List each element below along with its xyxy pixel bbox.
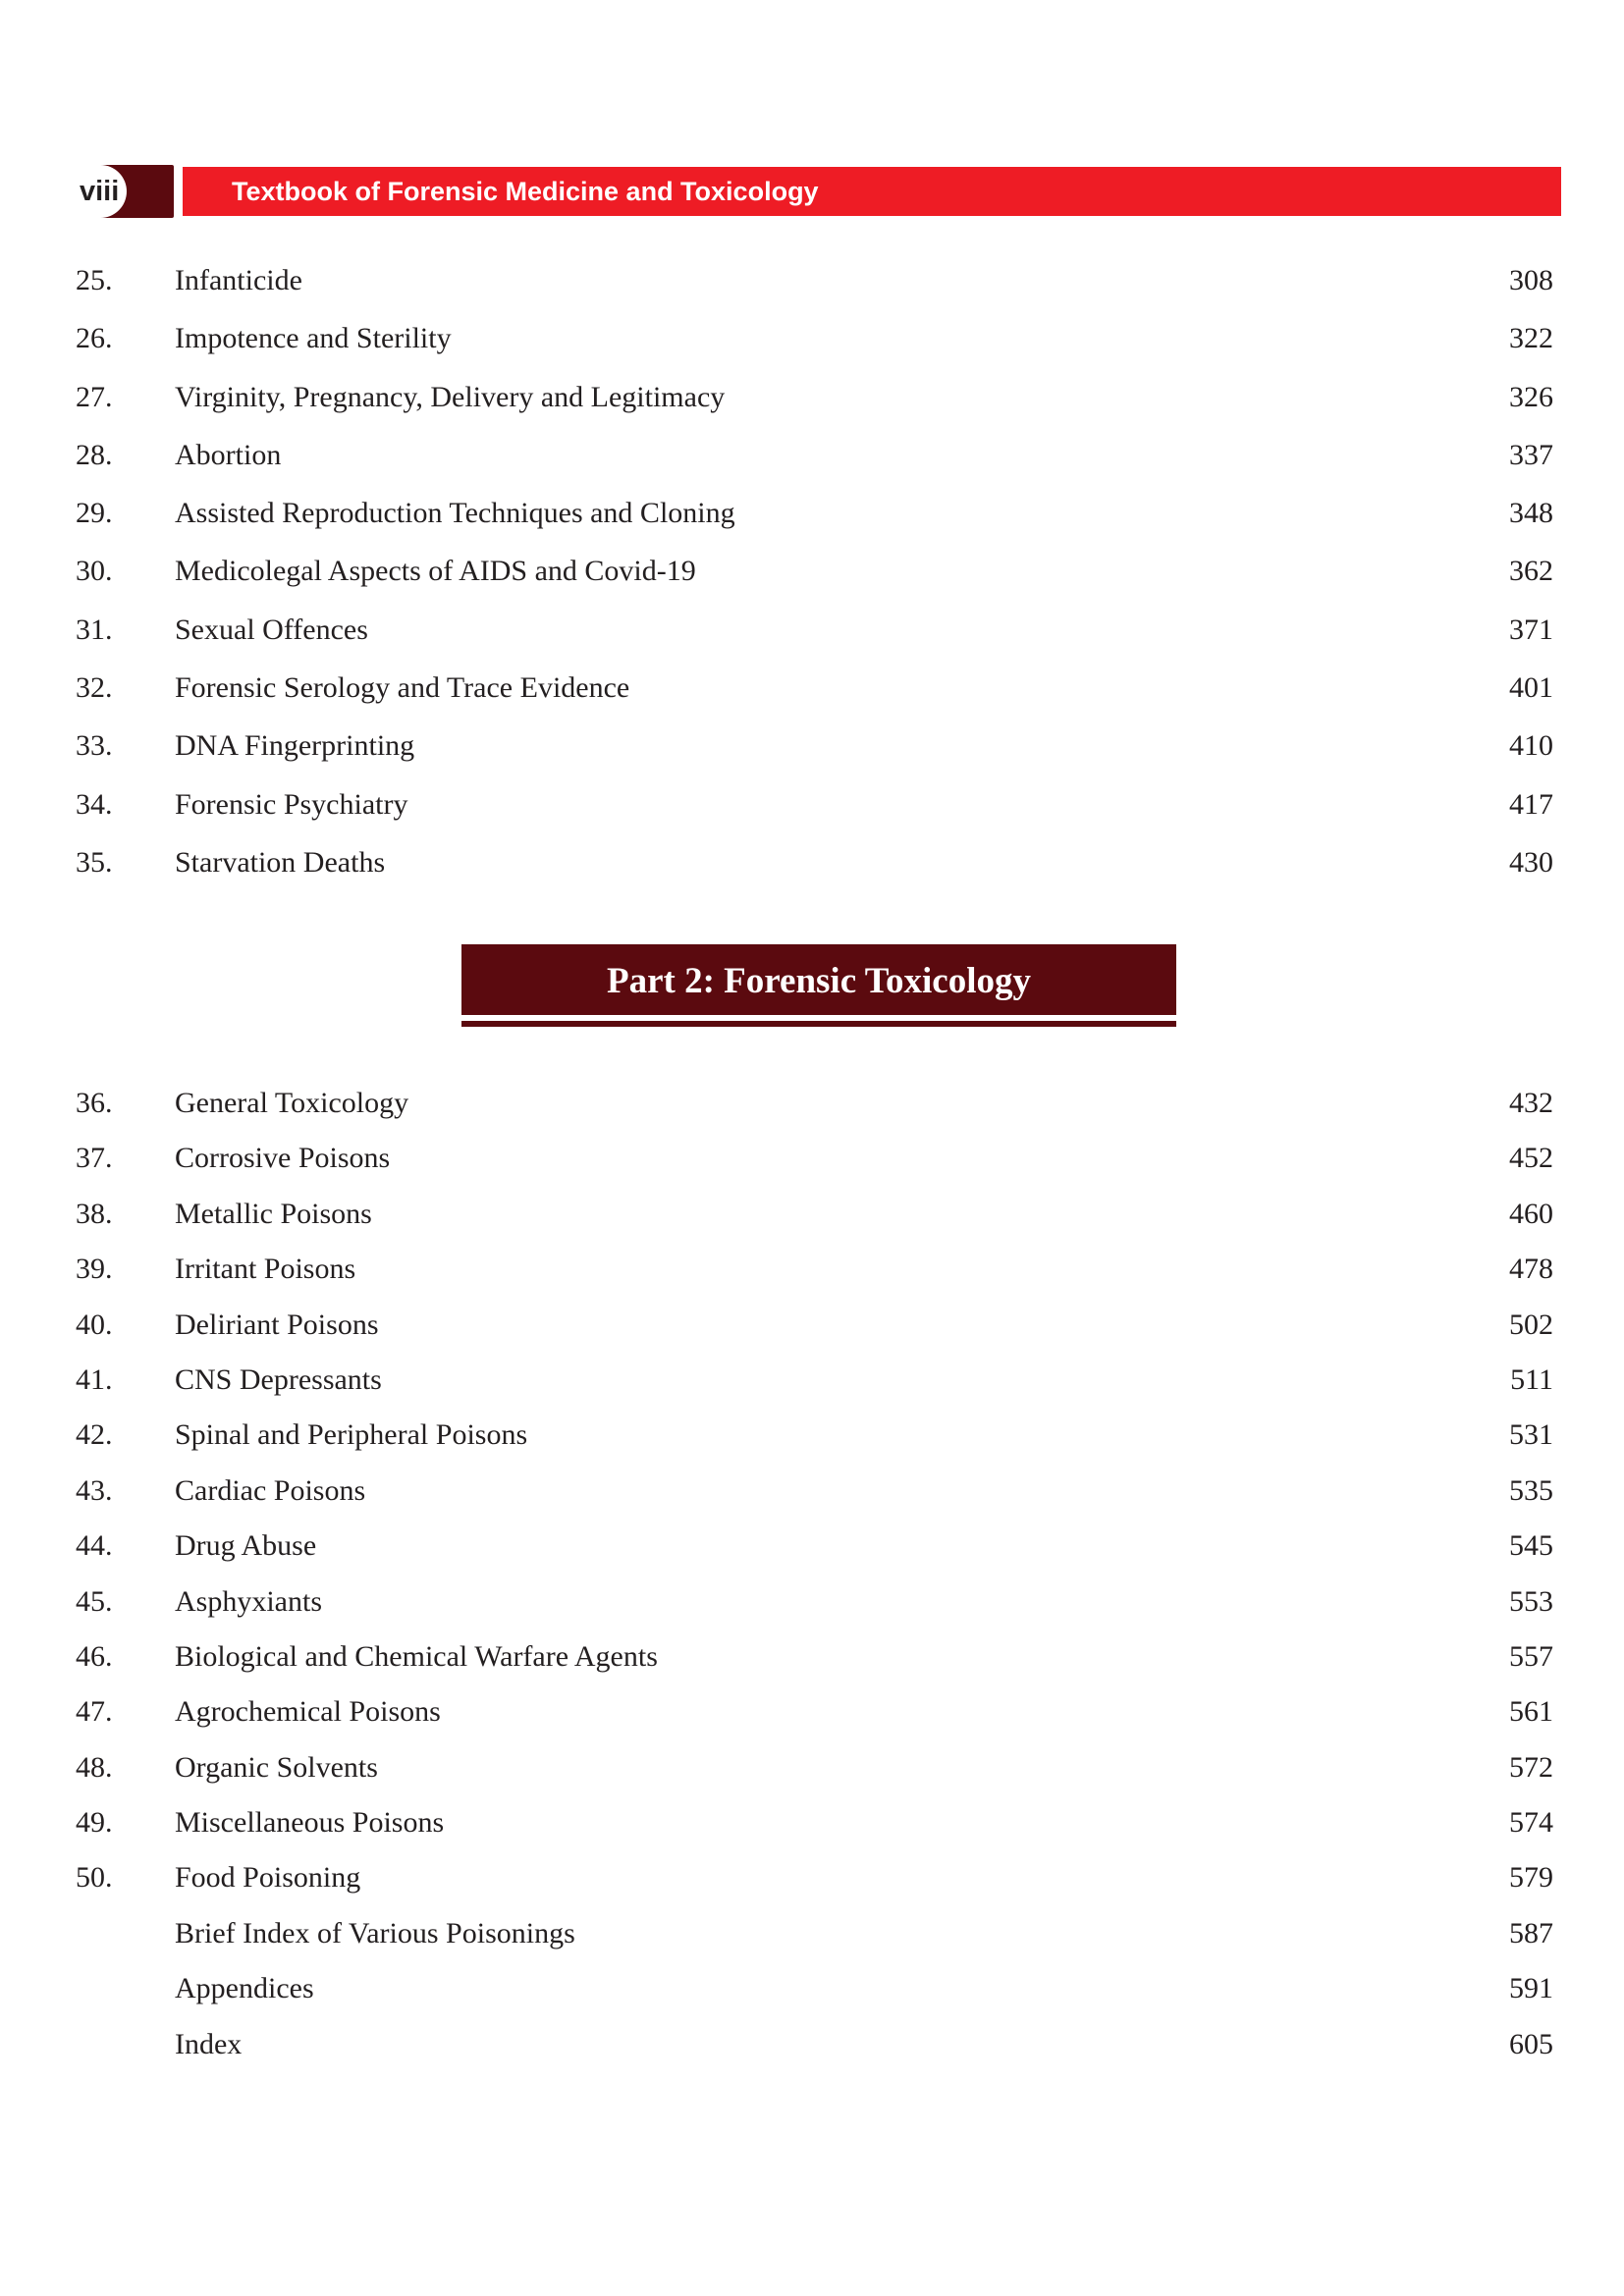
page-reference: 322 (1509, 322, 1553, 355)
chapter-title: Agrochemical Poisons (175, 1695, 441, 1729)
chapter-title: Organic Solvents (175, 1750, 378, 1784)
chapter-title: Impotence and Sterility (175, 322, 452, 355)
chapter-number: 36. (76, 1087, 113, 1119)
chapter-title: Deliriant Poisons (175, 1308, 379, 1341)
chapter-number: 28. (76, 438, 113, 471)
chapter-number: 35. (76, 845, 113, 879)
chapter-number: 41. (76, 1362, 113, 1396)
chapter-number: 49. (76, 1806, 113, 1840)
chapter-title: Spinal and Peripheral Poisons (175, 1418, 528, 1452)
toc-entry (0, 717, 1624, 774)
toc-entry (0, 1575, 1624, 1629)
chapter-title: Assisted Reproduction Techniques and Cloning (175, 497, 735, 530)
toc-entry (0, 542, 1624, 600)
chapter-title: Abortion (175, 438, 282, 471)
chapter-title: Metallic Poisons (175, 1197, 372, 1230)
page-reference: 557 (1509, 1639, 1553, 1673)
chapter-title: CNS Depressants (175, 1362, 382, 1396)
toc-part1-list (0, 251, 1624, 891)
chapter-title: DNA Fingerprinting (175, 729, 415, 763)
chapter-number: 44. (76, 1529, 113, 1563)
chapter-title: Virginity, Pregnancy, Delivery and Legitimacy (175, 380, 726, 413)
running-header (0, 165, 1624, 218)
page-reference: 531 (1509, 1418, 1553, 1452)
chapter-number: 31. (76, 613, 113, 646)
page-reference: 337 (1509, 438, 1553, 471)
page-reference: 553 (1509, 1584, 1553, 1618)
page-reference: 574 (1509, 1806, 1553, 1840)
chapter-title: Appendices (175, 1972, 314, 2005)
chapter-title: Drug Abuse (175, 1529, 317, 1563)
chapter-number: 43. (76, 1473, 113, 1507)
chapter-title: Medicolegal Aspects of AIDS and Covid-19 (175, 555, 696, 588)
chapter-number: 38. (76, 1197, 113, 1230)
chapter-number: 32. (76, 671, 113, 705)
toc-entry (0, 1684, 1624, 1739)
chapter-title: Miscellaneous Poisons (175, 1806, 445, 1840)
page-reference: 401 (1509, 671, 1553, 705)
page-reference: 326 (1509, 380, 1553, 413)
toc-entry (0, 1408, 1624, 1463)
page-reference: 308 (1509, 264, 1553, 296)
toc-entry (0, 251, 1624, 309)
chapter-number: 30. (76, 555, 113, 588)
toc-entry (0, 601, 1624, 659)
page-reference: 561 (1509, 1695, 1553, 1729)
folio-tab (78, 165, 174, 218)
page-number: viii (80, 176, 120, 207)
toc-entry (0, 1519, 1624, 1574)
part2-heading-box (461, 944, 1176, 1015)
toc-entry (0, 426, 1624, 484)
toc-entry (0, 484, 1624, 542)
toc-entry (0, 659, 1624, 717)
toc-entry (0, 775, 1624, 833)
page-reference: 460 (1509, 1197, 1553, 1230)
chapter-number: 48. (76, 1750, 113, 1784)
toc-entry (0, 1187, 1624, 1242)
part2-heading-underline (461, 1021, 1176, 1027)
part2-heading (461, 944, 1176, 1007)
chapter-title: Forensic Psychiatry (175, 787, 408, 821)
chapter-number: 46. (76, 1639, 113, 1673)
chapter-title: General Toxicology (175, 1087, 409, 1119)
toc-part2-list (0, 1076, 1624, 2072)
part2-heading-text: Part 2: Forensic Toxicology (607, 961, 1031, 1001)
chapter-title: Biological and Chemical Warfare Agents (175, 1639, 658, 1673)
chapter-title: Brief Index of Various Poisonings (175, 1916, 575, 1949)
page-reference: 362 (1509, 555, 1553, 588)
page-reference: 410 (1509, 729, 1553, 763)
chapter-title: Cardiac Poisons (175, 1473, 366, 1507)
toc-entry (0, 1795, 1624, 1850)
chapter-number: 45. (76, 1584, 113, 1618)
page-reference: 348 (1509, 497, 1553, 530)
page-reference: 478 (1509, 1253, 1553, 1286)
page-reference: 371 (1509, 613, 1553, 646)
page-reference: 535 (1509, 1473, 1553, 1507)
page-reference: 572 (1509, 1750, 1553, 1784)
chapter-number: 26. (76, 322, 113, 355)
chapter-number: 47. (76, 1695, 113, 1729)
toc-entry (0, 833, 1624, 891)
chapter-number: 33. (76, 729, 113, 763)
toc-entry (0, 1076, 1624, 1131)
page-reference: 417 (1509, 787, 1553, 821)
page-reference: 587 (1509, 1916, 1553, 1949)
toc-entry (0, 1298, 1624, 1353)
page-reference: 511 (1510, 1362, 1553, 1396)
toc-entry (0, 1629, 1624, 1684)
toc-entry (0, 2017, 1624, 2072)
header-bar (183, 167, 1561, 216)
toc-entry (0, 368, 1624, 426)
chapter-number: 42. (76, 1418, 113, 1452)
toc-entry (0, 1961, 1624, 2016)
page-reference: 605 (1509, 2027, 1553, 2060)
chapter-title: Sexual Offences (175, 613, 368, 646)
toc-entry (0, 309, 1624, 367)
chapter-title: Corrosive Poisons (175, 1142, 391, 1175)
page-reference: 591 (1509, 1972, 1553, 2005)
chapter-number: 25. (76, 264, 113, 296)
page-reference: 432 (1509, 1087, 1553, 1119)
chapter-title: Asphyxiants (175, 1584, 322, 1618)
page-reference: 545 (1509, 1529, 1553, 1563)
page-reference: 502 (1509, 1308, 1553, 1341)
toc-entry (0, 1740, 1624, 1795)
chapter-number: 27. (76, 380, 113, 413)
page-reference: 430 (1509, 845, 1553, 879)
chapter-number: 40. (76, 1308, 113, 1341)
chapter-number: 50. (76, 1861, 113, 1895)
toc-entry (0, 1464, 1624, 1519)
chapter-title: Infanticide (175, 264, 302, 296)
toc-entry (0, 1906, 1624, 1961)
toc-entry (0, 1850, 1624, 1905)
toc-entry (0, 1131, 1624, 1186)
chapter-title: Starvation Deaths (175, 845, 386, 879)
chapter-number: 34. (76, 787, 113, 821)
chapter-number: 29. (76, 497, 113, 530)
toc-entry (0, 1353, 1624, 1408)
chapter-number: 39. (76, 1253, 113, 1286)
book-title: Textbook of Forensic Medicine and Toxicology (232, 177, 819, 206)
chapter-number: 37. (76, 1142, 113, 1175)
chapter-title: Index (175, 2027, 243, 2060)
chapter-title: Food Poisoning (175, 1861, 361, 1895)
folio-cap (78, 165, 127, 218)
page-reference: 452 (1509, 1142, 1553, 1175)
chapter-title: Forensic Serology and Trace Evidence (175, 671, 630, 705)
chapter-title: Irritant Poisons (175, 1253, 356, 1286)
page-reference: 579 (1509, 1861, 1553, 1895)
toc-entry (0, 1242, 1624, 1297)
